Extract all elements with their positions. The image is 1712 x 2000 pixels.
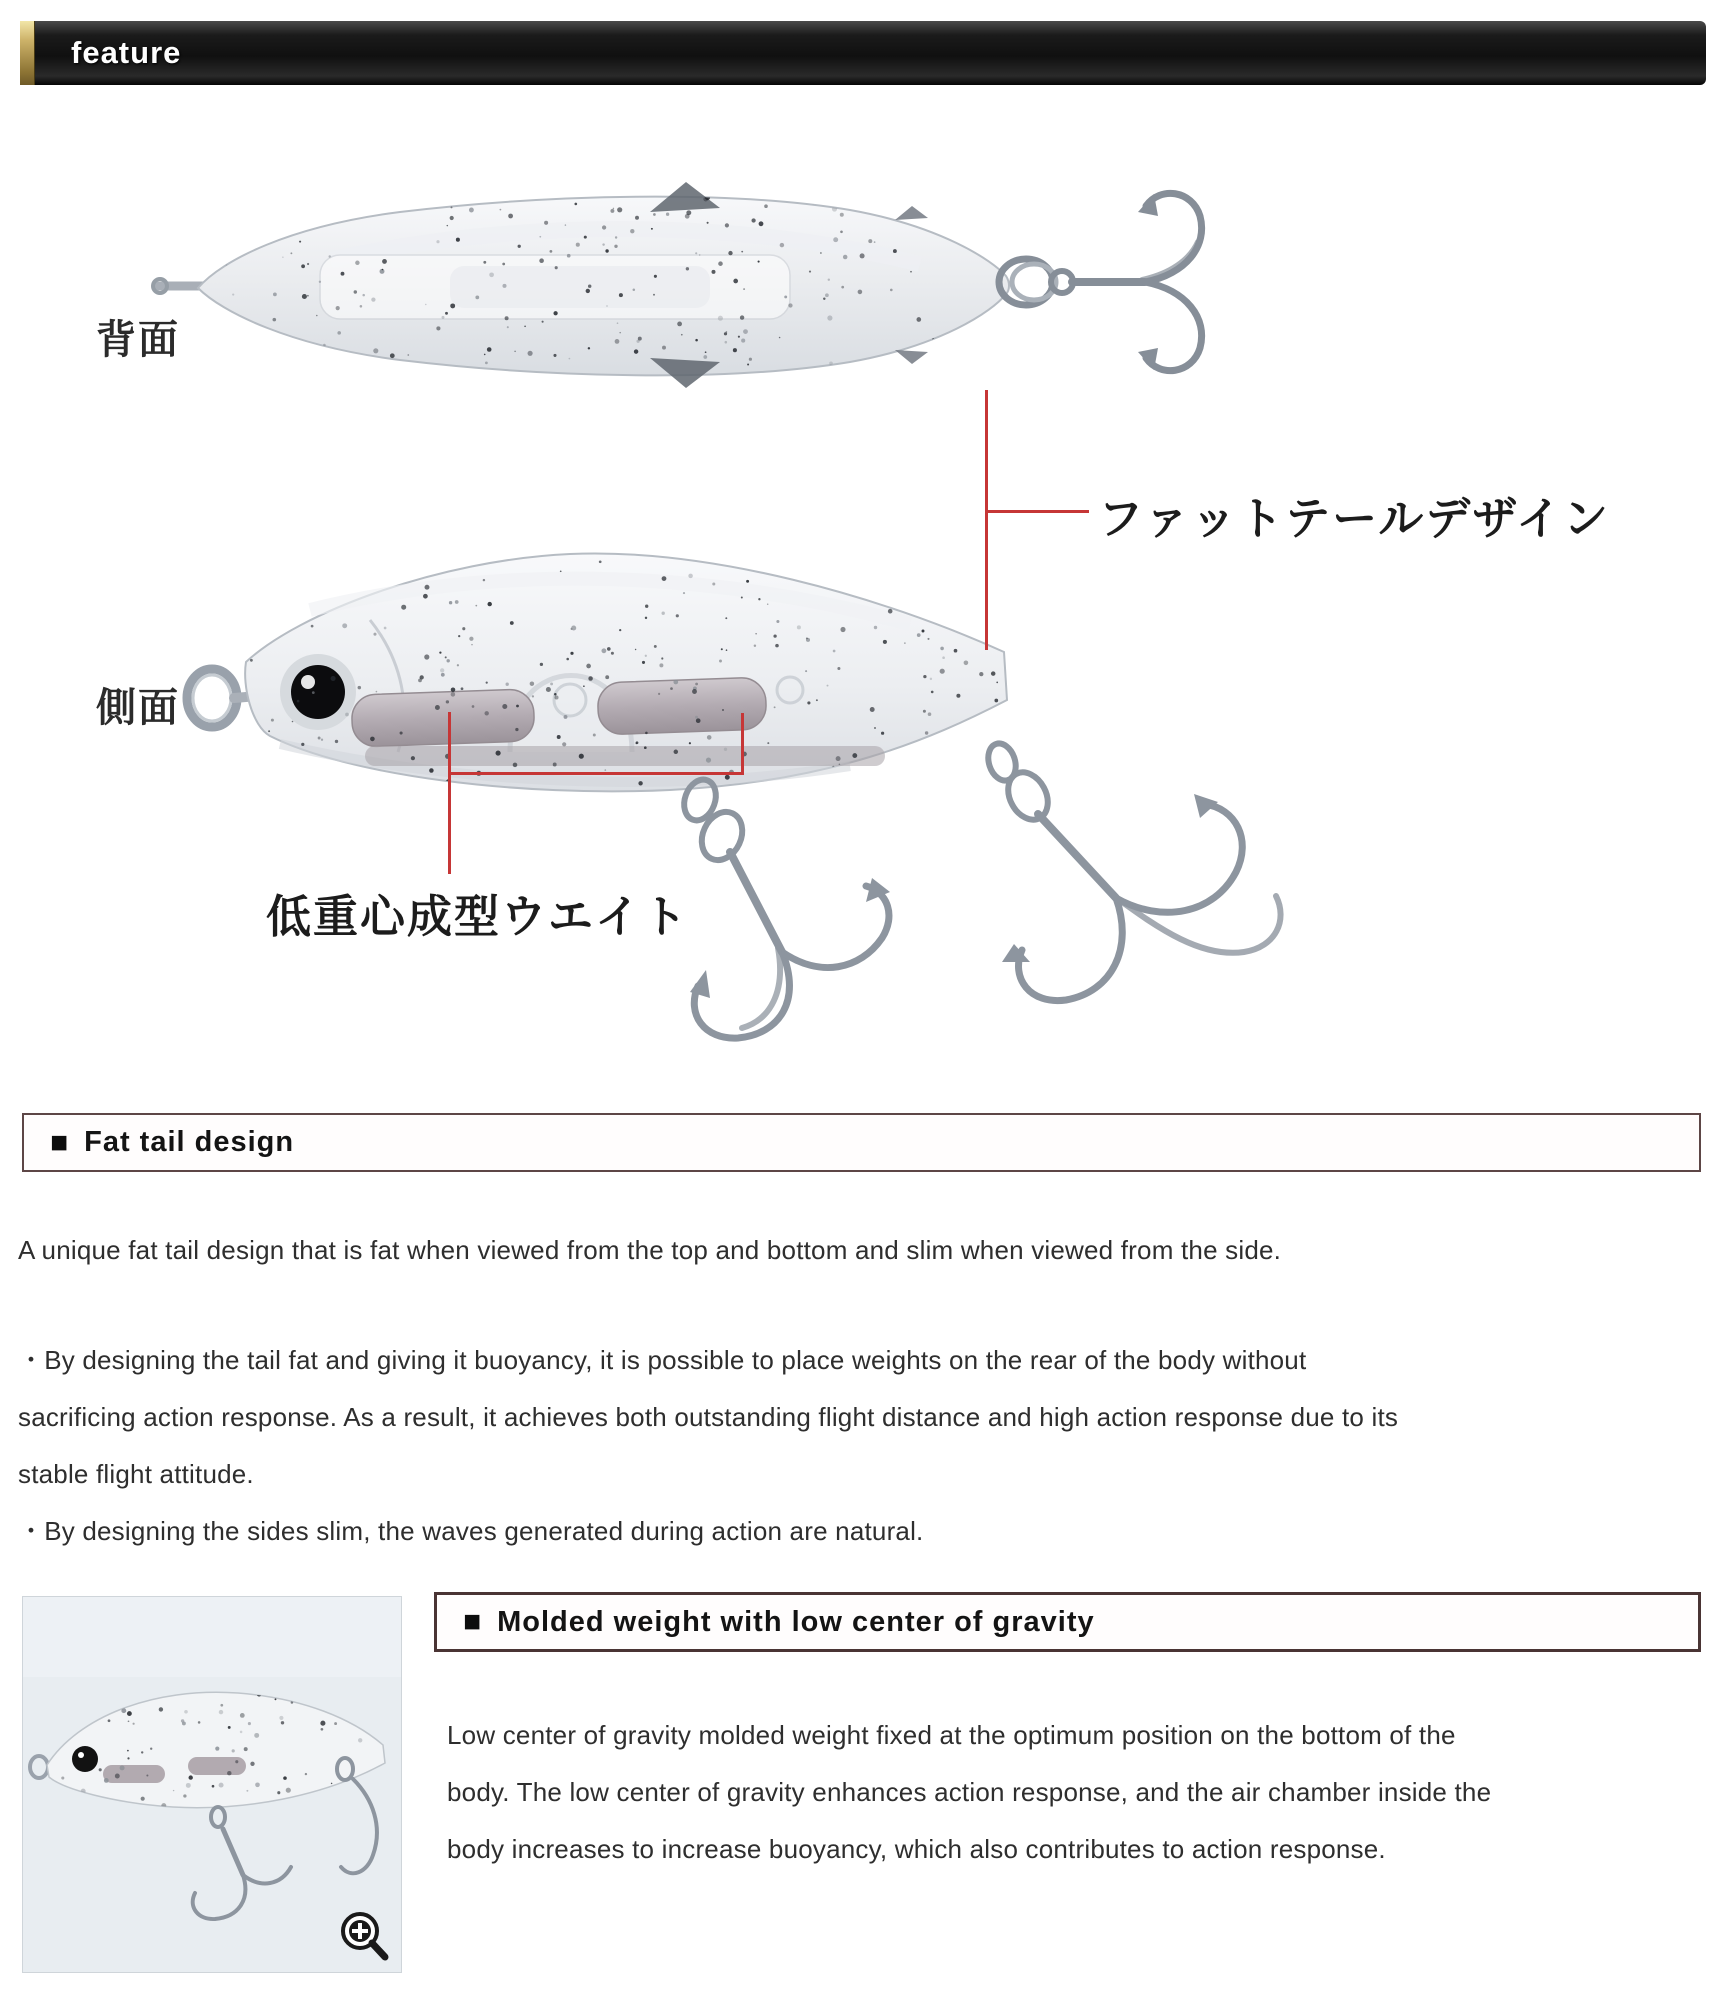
molded-weight-section-header xyxy=(434,1592,1701,1652)
feature-title: feature xyxy=(71,35,182,70)
lure-back-view-illustration xyxy=(150,160,1250,410)
header-black-bar xyxy=(35,21,1706,85)
fat-tail-annotation-label: ファットテールデザイン xyxy=(1098,493,1611,544)
fat-tail-section-title: Fat tail design xyxy=(84,1126,295,1158)
molded-weight-body-text: Low center of gravity molded weight fixed at the optimum position on the bottom of the body. The low center of gravity enhances action response, and the air chamber inside the body increases to increase buoyancy, which also contributes to action response. xyxy=(447,1720,1492,1864)
lure-thumbnail[interactable] xyxy=(22,1596,402,1973)
lure-side-view-illustration xyxy=(130,500,1400,1060)
fat-tail-intro-text: A unique fat tail design that is fat when viewed from the top and bottom and slim when viewed from the side. xyxy=(18,1235,1282,1265)
tail-treble-hook-back xyxy=(1051,193,1202,370)
lure-eye xyxy=(280,654,356,730)
back-view-label: 背面 xyxy=(96,318,180,362)
fat-tail-point-2: ・By designing the sides slim, the waves generated during action are natural. xyxy=(18,1516,924,1546)
fat-tail-point-1: ・By designing the tail fat and giving it buoyancy, it is possible to place weights on the rear of the body without sacrificing action response. As a result, it achieves both outstanding flight distance and high action response due to its stable flight attitude. xyxy=(18,1345,1399,1489)
gold-accent-stripe xyxy=(20,21,35,85)
annotation-line-weight-right-vertical xyxy=(741,713,744,775)
section-marker-icon: ■ xyxy=(463,1605,482,1638)
annotation-line-weight-left-vertical xyxy=(448,712,451,874)
low-gravity-annotation-label: 低重心成型ウエイト xyxy=(266,891,690,942)
side-view-label: 側面 xyxy=(96,686,180,730)
molded-weight-section-title: Molded weight with low center of gravity xyxy=(497,1605,1095,1638)
annotation-line-fat-tail-horizontal xyxy=(985,510,1089,513)
feature-header-bar xyxy=(20,21,1706,85)
belly-treble-hook xyxy=(679,775,889,1038)
annotation-line-fat-tail-vertical xyxy=(985,390,988,650)
annotation-line-weight-horizontal xyxy=(448,772,744,775)
zoom-in-icon[interactable] xyxy=(339,1910,391,1962)
fat-tail-section-header xyxy=(22,1113,1701,1172)
section-marker-icon: ■ xyxy=(50,1125,69,1159)
